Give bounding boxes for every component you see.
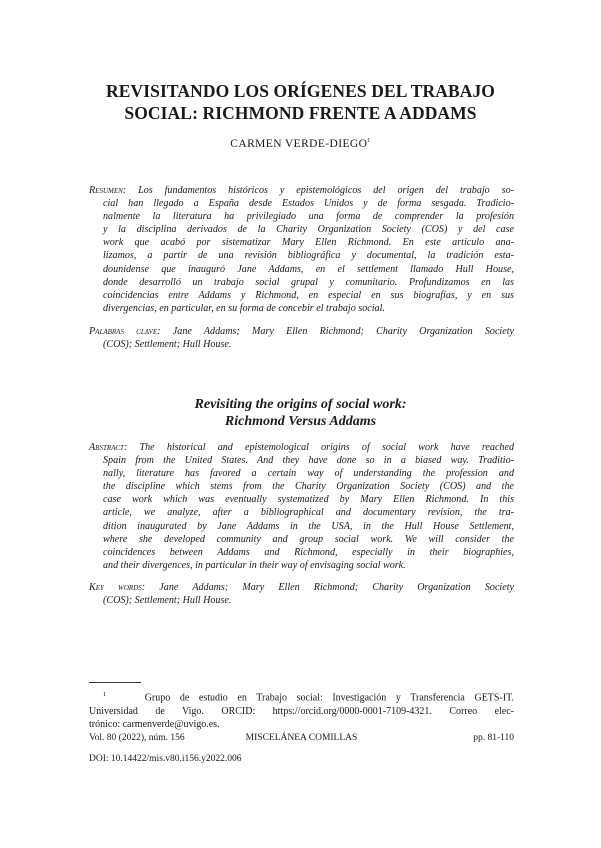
- footer-section: MISCELÁNEA COMILLAS: [245, 733, 358, 743]
- author-name: [0, 138, 601, 150]
- resumen-line: Resumen: Los fundamentos históricos y epistemológicos del origen del trabajo so-: [89, 185, 514, 196]
- abstract-line: and their divergences, in particular in their way of envisaging social work.: [103, 559, 406, 571]
- resumen-line: cial han llegado a España desde Estados Unidos y de forma sesgada. Tradicio-: [103, 198, 514, 210]
- footer-volume: Vol. 80 (2022), núm. 156: [89, 733, 185, 743]
- key-words-label: Key words:: [89, 582, 146, 593]
- resumen-line: nalmente la literatura ha privilegiado una forma de comprender la profesión: [103, 211, 514, 223]
- english-title: [0, 396, 601, 430]
- abstract-line: Spain from the United States. And they have done so in a biased way. Traditio-: [103, 455, 514, 467]
- palabras-clave-line: Palabras clave: Jane Addams; Mary Ellen Richmond; Charity Organization Society: [89, 326, 514, 337]
- palabras-clave-block: [89, 325, 514, 351]
- footnote-divider: [89, 682, 141, 683]
- palabras-clave-line: (COS); Settlement; Hull House.: [103, 339, 232, 351]
- abstract-line: dition inaugurated by Jane Addams in the USA, in the Hull House Settlement,: [103, 520, 514, 532]
- abstract-block: [89, 441, 514, 572]
- abstract-line: where she developed community and group social work. We will consider the: [103, 533, 514, 545]
- resumen-line: divergencias, en particular, en su forma de concebir el trabajo social.: [103, 302, 385, 314]
- english-title-line: Richmond Versus Addams: [224, 414, 377, 429]
- resumen-line: dounidense que inauguró Jane Addams, en el settlement llamado Hull House,: [103, 263, 514, 275]
- resumen-line: lizamos, a partir de una revisión bibliográfica y documental, la tradición esta-: [103, 250, 514, 262]
- resumen-line: coincidencias entre Addams y Richmond, en especial en sus biografías, y en sus: [103, 289, 514, 301]
- abstract-line: article, we analyze, after a bibliographical and documentary revision, the tra-: [103, 507, 514, 519]
- article-title: [60, 80, 541, 124]
- resumen-label: Resumen:: [89, 185, 127, 196]
- footnote-line: $^1$ Grupo de estudio en Trabajo social: Investigación y Transferencia GETS-IT.: [103, 691, 515, 704]
- key-words-block: [89, 581, 514, 607]
- english-title-line: Revisiting the origins of social work:: [194, 397, 407, 412]
- resumen-line: work que acabó por sistematizar Mary Ellen Richmond. En este artículo ana-: [103, 237, 514, 249]
- footnote: [89, 688, 514, 732]
- footnote-line: trónico: carmenverde@uvigo.es.: [89, 719, 220, 731]
- resumen-line: y la disciplina derivados de la Charity Organization Society (COS) y del case: [103, 224, 514, 236]
- abstract-line: Abstract: The historical and epistemological origins of social work have reached: [89, 442, 514, 453]
- footnote-mark: 1: [103, 691, 107, 698]
- key-words-line: Key words: Jane Addams; Mary Ellen Richmond; Charity Organization Society: [89, 582, 514, 593]
- footnote-line: Universidad de Vigo. ORCID: https://orcid.org/0000-0001-7109-4321. Correo elec-: [89, 705, 514, 717]
- palabras-clave-label: Palabras clave:: [89, 326, 161, 337]
- resumen-block: [89, 184, 514, 315]
- abstract-line: coincidences between Addams and Richmond, especially in their biographies,: [103, 546, 514, 558]
- author-text: CARMEN VERDE-DIEGO: [230, 138, 368, 150]
- abstract-line: nally, literature has favored a certain way of understanding the profession and: [103, 468, 514, 480]
- key-words-line: (COS); Settlement; Hull House.: [103, 595, 232, 607]
- abstract-line: case work which was eventually systematized by Mary Ellen Richmond. In this: [103, 494, 514, 506]
- resumen-line: donde desarrolló un trabajo social grupal y comunitario. Profundizamos en las: [103, 276, 514, 288]
- author-footnote-mark[interactable]: 1: [367, 138, 371, 145]
- abstract-line: the discipline which stems from the Charity Organization Society (COS) and the: [103, 481, 514, 493]
- footer-doi[interactable]: DOI: 10.14422/mis.v80.i156.y2022.006: [89, 754, 242, 764]
- footer-pages: pp. 81-110: [473, 733, 514, 743]
- title-line: REVISITANDO LOS ORÍGENES DEL TRABAJO: [105, 81, 496, 101]
- abstract-label: Abstract:: [89, 442, 128, 453]
- title-line: SOCIAL: RICHMOND FRENTE A ADDAMS: [124, 103, 477, 123]
